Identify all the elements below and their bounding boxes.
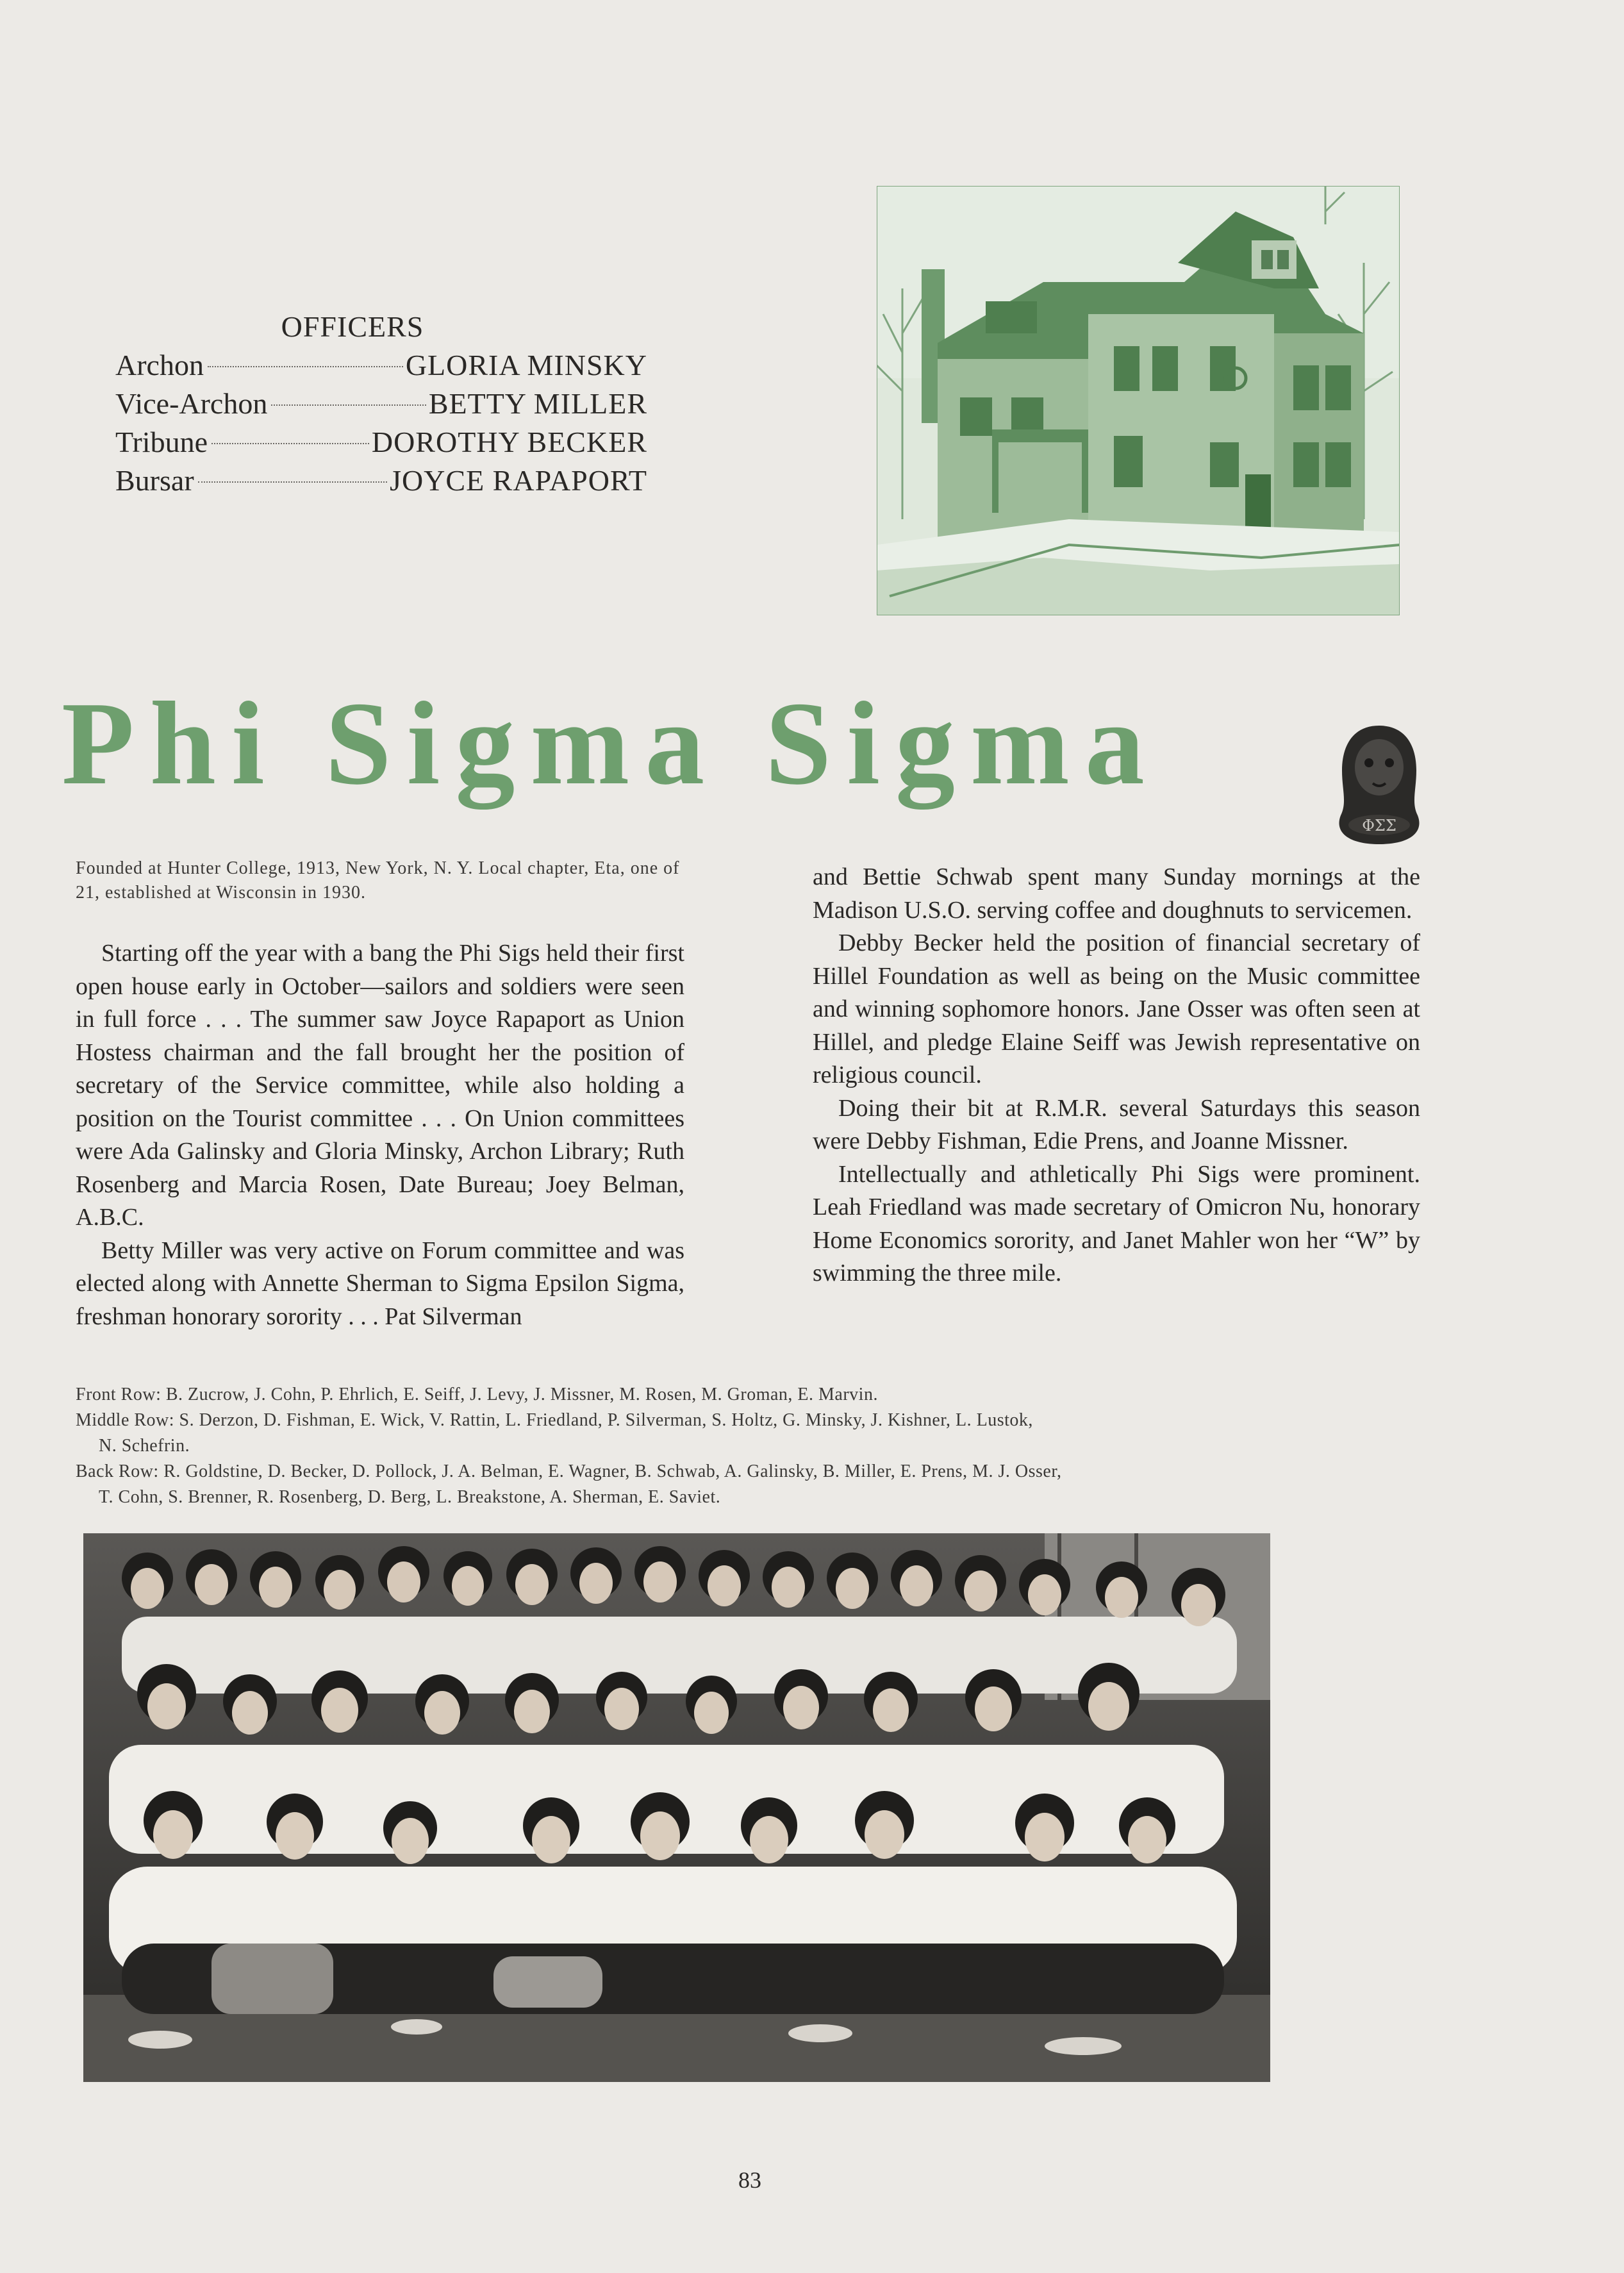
officer-role: Vice-Archon	[115, 387, 268, 420]
officer-role: Archon	[115, 349, 204, 381]
caption-front-row: Front Row: B. Zucrow, J. Cohn, P. Ehrlich, E. Seiff, J. Levy, J. Missner, M. Rosen, M. Groman, E. Marvin.	[76, 1385, 878, 1404]
officer-row-tribune	[115, 423, 647, 462]
paragraph: Starting off the year with a bang the Phi Sigs held their first open house early in October—sailors and soldiers were seen in full force . . . The summer saw Joyce Rapaport as Union Hostess chairman and the fall brought her the position of secretary of the Service committee, while also holding a position on the Tourist committee . . . On Union committees were Ada Galinsky and Gloria Minsky, Archon Library; Ruth Rosenberg and Marcia Rosen, Date Bureau; Joey Belman, A.B.C.	[76, 940, 684, 1231]
caption-back-row-cont: T. Cohn, S. Brenner, R. Rosenberg, D. Berg, L. Breakstone, A. Sherman, E. Saviet.	[99, 1487, 721, 1507]
officer-row-archon	[115, 346, 647, 385]
paragraph: and Bettie Schwab spent many Sunday mornings at the Madison U.S.O. serving coffee and doughnuts to servicemen.	[813, 863, 1420, 924]
dot-leader	[271, 404, 426, 406]
house-image	[877, 186, 1400, 615]
photo-caption	[76, 1382, 1280, 1510]
officer-name: JOYCE RAPAPORT	[390, 464, 647, 497]
page-number: 83	[738, 2167, 761, 2193]
paragraph: Betty Miller was very active on Forum committee and was elected along with Annette Sherman to Sigma Epsilon Sigma, freshman honorary sorority . . . Pat Silverman	[76, 1236, 684, 1330]
page-title: Phi Sigma Sigma	[62, 678, 1160, 810]
dot-leader	[208, 366, 403, 367]
officer-name: BETTY MILLER	[428, 387, 647, 420]
officers-heading: OFFICERS	[281, 310, 424, 343]
group-photo-image	[83, 1533, 1270, 2082]
group-photo	[83, 1533, 1270, 2082]
officer-name: GLORIA MINSKY	[405, 349, 647, 381]
paragraph: Intellectually and athletically Phi Sigs were prominent. Leah Friedland was made secretary of Omicron Nu, honorary Home Economics sorority, and Janet Mahler won her “W” by swimming the three mile.	[813, 1160, 1420, 1286]
sphinx-pin-icon	[1328, 719, 1430, 847]
officer-role: Tribune	[115, 426, 208, 458]
officer-row-vice-archon	[115, 385, 647, 423]
sorority-pin-image	[1328, 719, 1430, 847]
caption-middle-row: Middle Row: S. Derzon, D. Fishman, E. Wick, V. Rattin, L. Friedland, P. Silverman, S. Holtz, G. Minsky, J. Kishner, L. Lustok,	[76, 1410, 1033, 1430]
pin-letters: ΦΣΣ	[1362, 817, 1396, 835]
chapter-house-photo	[877, 186, 1400, 615]
paragraph: Debby Becker held the position of financial secretary of Hillel Foundation as well as being on the Music committee and winning sophomore honors. Jane Osser was often seen at Hillel, and pledge Elaine Seiff was Jewish representative on religious council.	[813, 929, 1420, 1088]
caption-back-row: Back Row: R. Goldstine, D. Becker, D. Pollock, J. A. Belman, E. Wagner, B. Schwab, A. Galinsky, B. Miller, E. Prens, M. J. Osser,	[76, 1461, 1062, 1481]
paragraph: Doing their bit at R.M.R. several Saturdays this season were Debby Fishman, Edie Prens, and Joanne Missner.	[813, 1094, 1420, 1154]
officer-role: Bursar	[115, 464, 194, 497]
officers-list	[115, 308, 647, 500]
dot-leader	[211, 443, 369, 444]
caption-middle-row-cont: N. Schefrin.	[99, 1436, 190, 1456]
founded-note: Founded at Hunter College, 1913, New York, N. Y. Local chapter, Eta, one of 21, established at Wisconsin in 1930.	[76, 858, 680, 903]
body-left-column	[76, 937, 684, 1333]
officer-row-bursar	[115, 462, 647, 500]
officer-name: DOROTHY BECKER	[371, 426, 647, 458]
dot-leader	[198, 481, 387, 483]
body-right-column	[813, 861, 1420, 1290]
